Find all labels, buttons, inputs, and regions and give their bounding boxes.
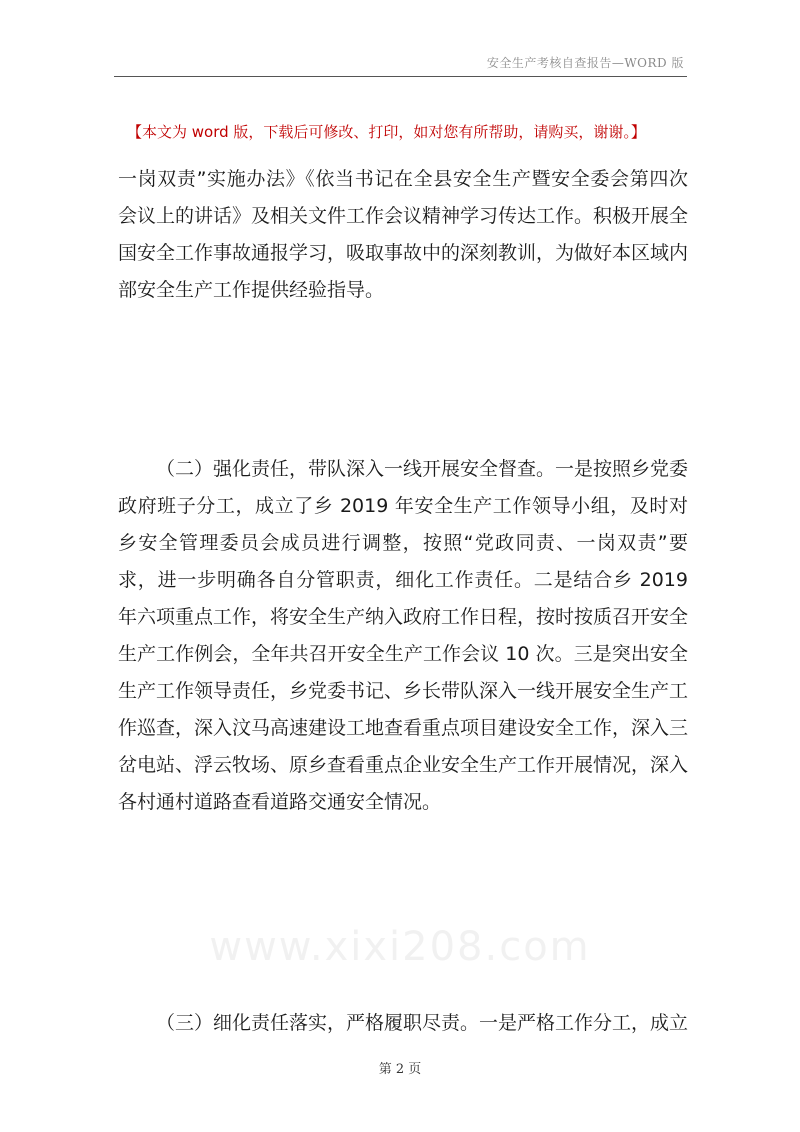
paragraph-2: （二）强化责任，带队深入一线开展安全督查。一是按照乡党委政府班子分工，成立了乡 2019 年安全生产工作领导小组，及时对乡安全管理委员会成员进行调整，按照“党政同责、一岗双责”要求，进一步明确各自分管职责，细化工作责任。二是结合乡 2019 年六项重点工作，将安全生产纳入政府工作日程，按时按质召开安全生产工作例会，全年共召开安全生产工作会议 10 次。三是突出安全生产工作领导责任，乡党委书记、乡长带队深入一线开展安全生产工作巡查，深入汶马高速建设工地查看重点项目建设安全工作，深入三岔电站、浮云牧场、原乡查看重点企业安全生产工作开展情况，深入各村通村道路查看道路交通安全情况。 — [118, 458, 689, 813]
header-rule — [114, 76, 687, 77]
header-title: 安全生产考核自查报告—WORD 版 — [486, 56, 684, 70]
paragraph-3: （三）细化责任落实，严格履职尽责。一是严格工作分工，成立 — [156, 1012, 688, 1034]
download-notice: 【本文为 word 版，下载后可修改、打印，如对您有所帮助，请购买，谢谢。】 — [127, 123, 646, 141]
page-number: 第 2 页 — [378, 1062, 422, 1077]
paragraph-1: 一岗双责”实施办法》《依当书记在全县安全生产暨安全委会第四次会议上的讲话》及相关文件工作会议精神学习传达工作。积极开展全国安全工作事故通报学习，吸取事故中的深刻教训，为做好本区域内部安全生产工作提供经验指导。 — [118, 168, 689, 301]
watermark: www.xixi208.com — [209, 924, 591, 970]
